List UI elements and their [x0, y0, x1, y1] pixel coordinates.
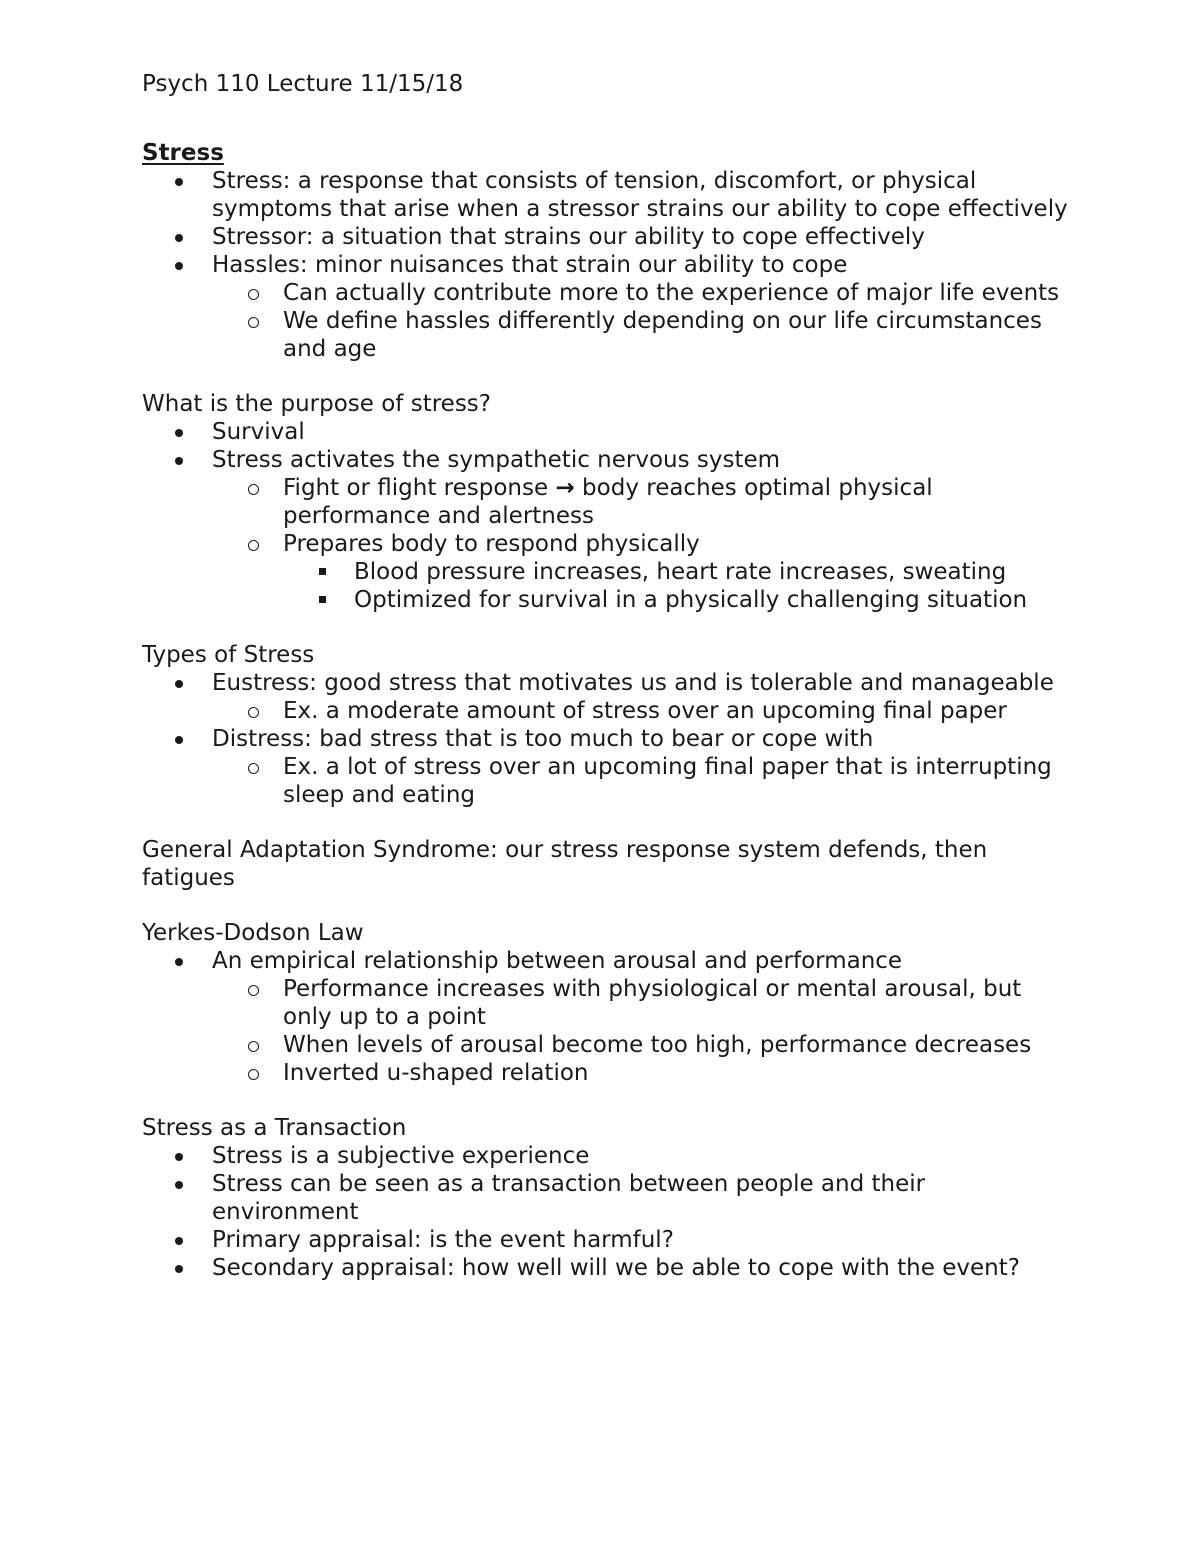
list-item [142, 947, 1072, 1087]
sub-sub-list [283, 558, 1072, 614]
bullet-disc-icon [175, 429, 183, 437]
bullet-square-icon [319, 596, 326, 603]
list-item-text: Stressor: a situation that strains our ability to cope effectively [212, 224, 925, 250]
sub-list [212, 753, 1072, 809]
sub-list-item-text: Ex. a lot of stress over an upcoming final paper that is interrupting sleep and eating [283, 754, 1052, 808]
bullet-list [142, 947, 1072, 1087]
sub-list [212, 474, 1072, 614]
list-item-text: Survival [212, 419, 305, 445]
bullet-disc-icon [175, 234, 183, 242]
sub-sub-list-item-text: Blood pressure increases, heart rate increases, sweating [354, 559, 1007, 585]
list-item [142, 1226, 1072, 1254]
list-item-text: Hassles: minor nuisances that strain our ability to cope [212, 252, 848, 278]
list-item-text: Distress: bad stress that is too much to bear or cope with [212, 726, 874, 752]
sub-list-item-text-after: body reaches optimal physical performance and alertness [283, 475, 933, 529]
list-item-text: Secondary appraisal: how well will we be able to cope with the event? [212, 1255, 1020, 1281]
bullet-circle-icon [248, 1041, 259, 1052]
sub-sub-list-item [283, 558, 1072, 586]
bullet-circle-icon [248, 289, 259, 300]
bullet-circle-icon [248, 707, 259, 718]
bullet-list [142, 418, 1072, 614]
section-gas [142, 836, 1072, 892]
sub-sub-list-item [283, 586, 1072, 614]
sub-list [212, 279, 1072, 363]
bullet-disc-icon [175, 1265, 183, 1273]
bullet-circle-icon [248, 1069, 259, 1080]
bullet-disc-icon [175, 1181, 183, 1189]
sub-list-item [212, 1059, 1072, 1087]
list-item [142, 418, 1072, 446]
list-item [142, 1142, 1072, 1170]
section-purpose [142, 390, 1072, 614]
bullet-disc-icon [175, 178, 183, 186]
sub-list-item [212, 975, 1072, 1031]
document-title: Psych 110 Lecture 11/15/18 [142, 71, 464, 97]
bullet-circle-icon [248, 484, 259, 495]
bullet-circle-icon [248, 763, 259, 774]
section-stress [142, 139, 1072, 363]
sub-list-item [212, 753, 1072, 809]
bullet-disc-icon [175, 736, 183, 744]
list-item [142, 669, 1072, 725]
sub-list-item-text: Performance increases with physiological or mental arousal, but only up to a point [283, 976, 1022, 1030]
list-item [142, 446, 1072, 614]
bullet-circle-icon [248, 317, 259, 328]
list-item-text: Stress activates the sympathetic nervous system [212, 447, 781, 473]
sub-list-item [212, 279, 1072, 307]
section-heading: Yerkes-Dodson Law [142, 920, 364, 946]
bullet-disc-icon [175, 1153, 183, 1161]
bullet-list [142, 1142, 1072, 1282]
list-item [142, 223, 1072, 251]
sub-list-item-text: Inverted u-shaped relation [283, 1060, 589, 1086]
list-item-text: An empirical relationship between arousal and performance [212, 948, 903, 974]
section-transaction [142, 1114, 1072, 1282]
list-item [142, 725, 1072, 809]
sub-list-item-text: Ex. a moderate amount of stress over an upcoming final paper [283, 698, 1007, 724]
section-heading: Stress [142, 140, 224, 166]
sub-list-item-text: Can actually contribute more to the experience of major life events [283, 280, 1060, 306]
sub-list-item [212, 1031, 1072, 1059]
sub-list [212, 697, 1072, 725]
bullet-disc-icon [175, 457, 183, 465]
section-types [142, 641, 1072, 809]
section-yerkes-dodson [142, 919, 1072, 1087]
list-item [142, 1254, 1072, 1282]
sub-sub-list-item-text: Optimized for survival in a physically challenging situation [354, 587, 1028, 613]
list-item-text: Stress can be seen as a transaction between people and their environment [212, 1171, 926, 1225]
section-heading: Stress as a Transaction [142, 1115, 407, 1141]
document-page [142, 70, 1072, 1309]
bullet-circle-icon [248, 985, 259, 996]
section-heading: What is the purpose of stress? [142, 391, 491, 417]
list-item-text: Primary appraisal: is the event harmful? [212, 1227, 674, 1253]
list-item-text: Eustress: good stress that motivates us and is tolerable and manageable [212, 670, 1054, 696]
bullet-square-icon [319, 568, 326, 575]
right-arrow-icon: → [555, 475, 575, 501]
section-heading: General Adaptation Syndrome: our stress response system defends, then fatigues [142, 837, 988, 891]
sub-list-item-text: When levels of arousal become too high, performance decreases [283, 1032, 1032, 1058]
sub-list-item-text-before: Fight or flight response [283, 475, 549, 501]
sub-list-item-text: Prepares body to respond physically [283, 531, 700, 557]
sub-list-item-text: We define hassles differently depending on our life circumstances and age [283, 308, 1042, 362]
bullet-circle-icon [248, 540, 259, 551]
section-heading: Types of Stress [142, 642, 315, 668]
list-item [142, 251, 1072, 363]
list-item [142, 167, 1072, 223]
sub-list-item [212, 307, 1072, 363]
bullet-list [142, 669, 1072, 809]
bullet-disc-icon [175, 680, 183, 688]
bullet-disc-icon [175, 958, 183, 966]
list-item-text: Stress: a response that consists of tension, discomfort, or physical symptoms that arise when a stressor strains our ability to cope effectively [212, 168, 1068, 222]
list-item [142, 1170, 1072, 1226]
sub-list [212, 975, 1072, 1087]
bullet-list [142, 167, 1072, 363]
bullet-disc-icon [175, 1237, 183, 1245]
sub-list-item [212, 474, 1072, 530]
bullet-disc-icon [175, 262, 183, 270]
list-item-text: Stress is a subjective experience [212, 1143, 590, 1169]
sub-list-item [212, 697, 1072, 725]
sub-list-item [212, 530, 1072, 614]
